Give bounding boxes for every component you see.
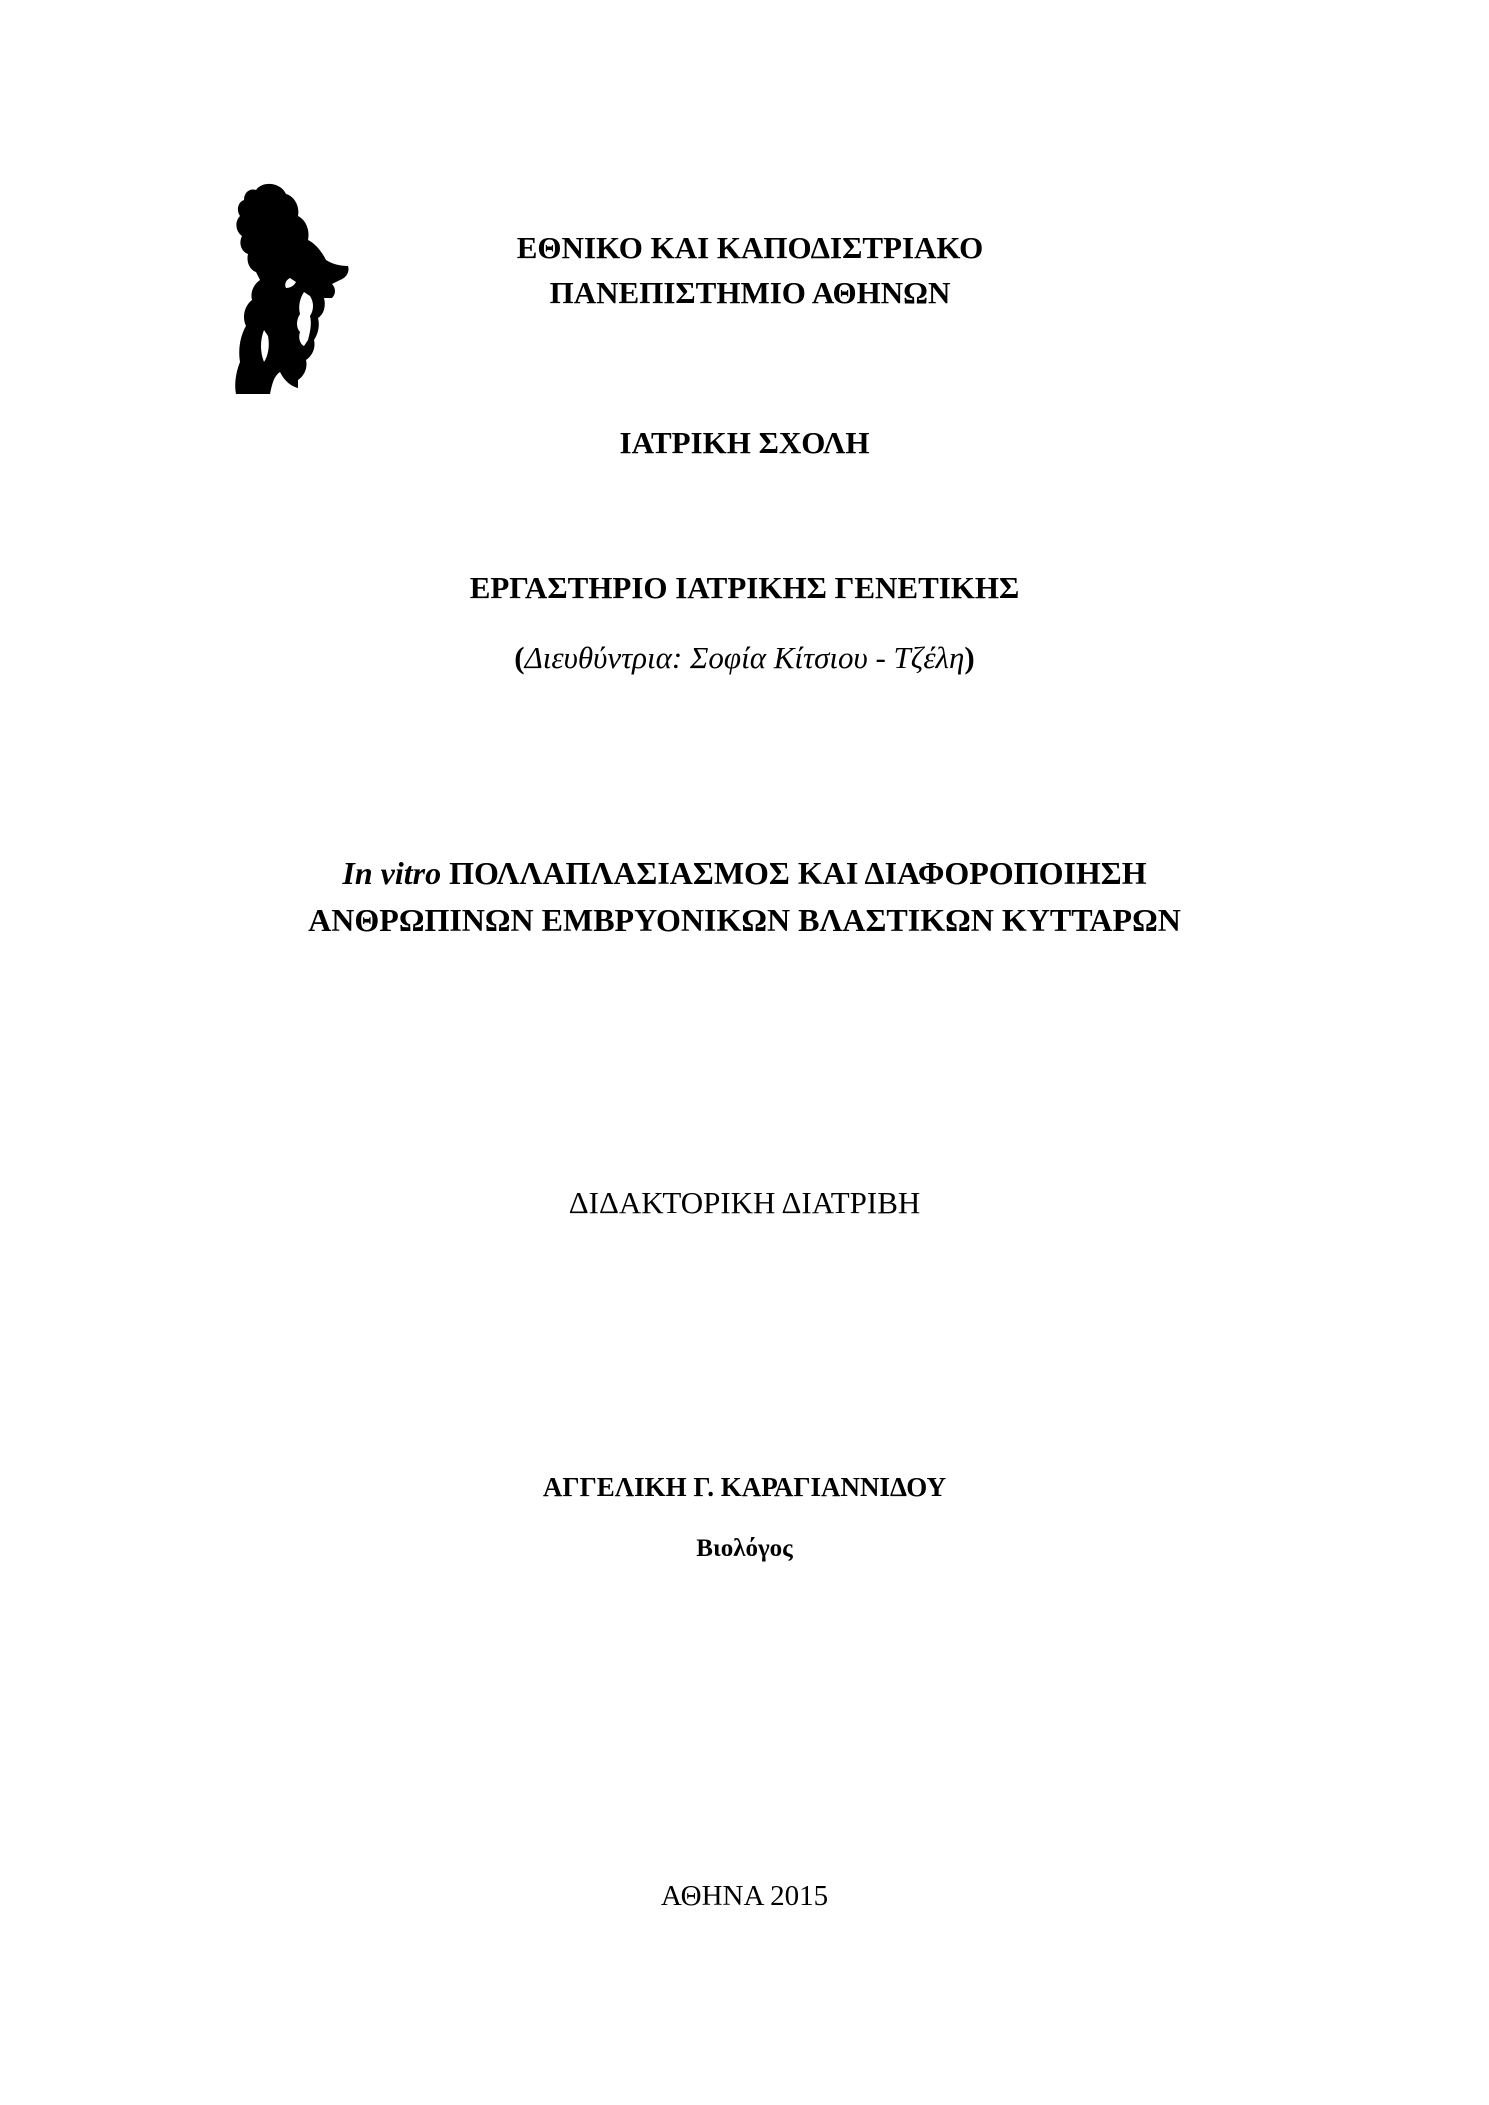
laboratory-director [0,640,1489,676]
director-name: Διευθύντρια: Σοφία Κίτσιου - Τζέλη [524,640,965,675]
university-name-line2: ΠΑΝΕΠΙΣΤΗΜΙΟ ΑΘΗΝΩΝ [549,275,951,310]
director-close-paren: ) [964,640,975,675]
thesis-title-line2: ΑΝΘΡΩΠΙΝΩΝ ΕΜΒΡΥΟΝΙΚΩΝ ΒΛΑΣΤΙΚΩΝ ΚΥΤΤΑΡΩΝ [308,902,1181,938]
place-and-year: ΑΘΗΝΑ 2015 [660,1880,829,1912]
thesis-title-line1-rest: ΠΟΛΛΑΠΛΑΣΙΑΣΜΟΣ ΚΑΙ ΔΙΑΦΟΡΟΠΟΙΗΣΗ [441,855,1147,891]
thesis-title-line1 [0,855,1489,892]
author-profession: Βιολόγος [696,1535,793,1562]
thesis-title-prefix: In vitro [342,855,442,891]
athena-head-logo-icon [220,180,355,395]
university-name-line1: ΕΘΝΙΚΟ ΚΑΙ ΚΑΠΟΔΙΣΤΡΙΑΚΟ [516,230,984,265]
school-name: ΙΑΤΡΙΚΗ ΣΧΟΛΗ [619,425,870,460]
laboratory-name: ΕΡΓΑΣΤΗΡΙΟ ΙΑΤΡΙΚΗΣ ΓΕΝΕΤΙΚΗΣ [469,570,1020,605]
author-name: ΑΓΓΕΛΙΚΗ Γ. ΚΑΡΑΓΙΑΝΝΙΔΟΥ [542,1472,947,1502]
director-open-paren: ( [514,640,525,675]
thesis-type: ΔΙΔΑΚΤΟΡΙΚΗ ΔΙΑΤΡΙΒΗ [568,1185,921,1220]
